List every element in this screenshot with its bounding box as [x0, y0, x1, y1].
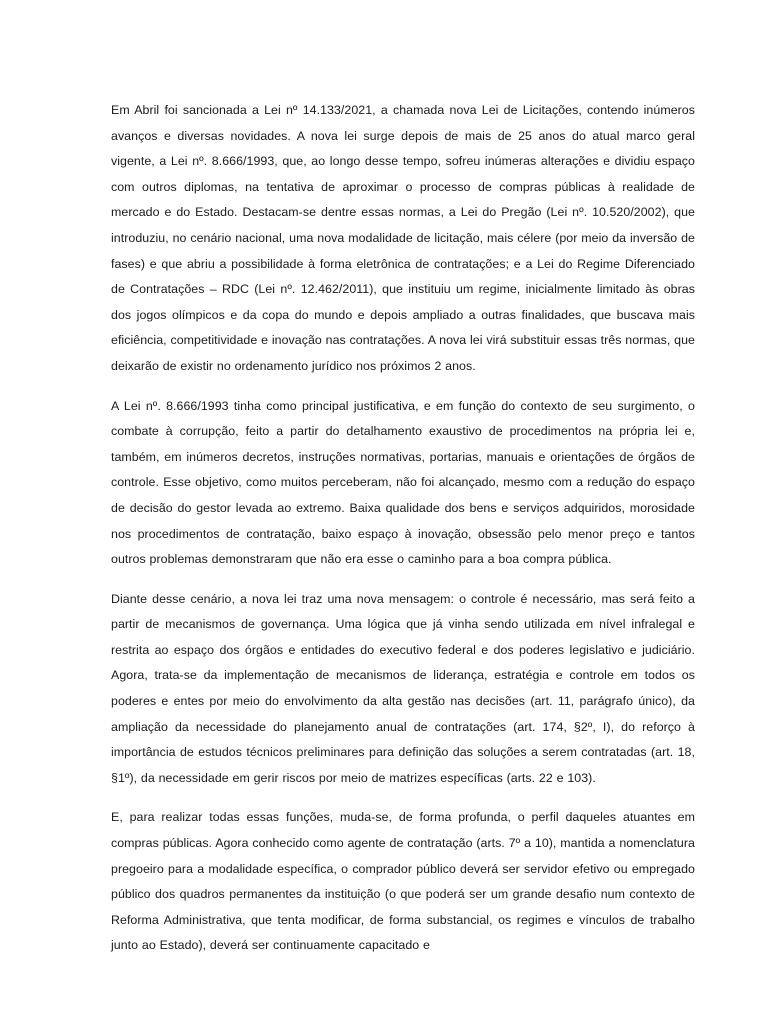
- paragraph-4: E, para realizar todas essas funções, muda-se, de forma profunda, o perfil daqueles atuantes em compras públicas. Agora conhecido como agente de contratação (arts. 7º a 10), mantida a nomenclatura pregoeiro para a modalidade específica, o comprador público deverá ser servidor efetivo ou empregado público dos quadros permanentes da instituição (o que poderá ser um grande desafio num contexto de Reforma Administrativa, que tenta modificar, de forma substancial, os regimes e vínculos de trabalho junto ao Estado), deverá ser continuamente capacitado e: [111, 810, 695, 953]
- paragraph-2: A Lei nº. 8.666/1993 tinha como principal justificativa, e em função do contexto de seu surgimento, o combate à corrupção, feito a partir do detalhamento exaustivo de procedimentos na própria lei e, também, em inúmeros decretos, instruções normativas, portarias, manuais e orientações de órgãos de controle. Esse objetivo, como muitos perceberam, não foi alcançado, mesmo com a redução do espaço de decisão do gestor levada ao extremo. Baixa qualidade dos bens e serviços adquiridos, morosidade nos procedimentos de contratação, baixo espaço à inovação, obsessão pelo menor preço e tantos outros problemas demonstraram que não era esse o caminho para a boa compra pública.: [111, 398, 695, 567]
- document-page: [111, 98, 695, 959]
- paragraph-1: Em Abril foi sancionada a Lei nº 14.133/2021, a chamada nova Lei de Licitações, contendo inúmeros avanços e diversas novidades. A nova lei surge depois de mais de 25 anos do atual marco geral vigente, a Lei nº. 8.666/1993, que, ao longo desse tempo, sofreu inúmeras alterações e dividiu espaço com outros diplomas, na tentativa de aproximar o processo de compras públicas à realidade de mercado e do Estado. Destacam-se dentre essas normas, a Lei do Pregão (Lei nº. 10.520/2002), que introduziu, no cenário nacional, uma nova modalidade de licitação, mais célere (por meio da inversão de fases) e que abriu a possibilidade à forma eletrônica de contratações; e a Lei do Regime Diferenciado de Contratações – RDC (Lei nº. 12.462/2011), que instituiu um regime, inicialmente limitado às obras dos jogos olímpicos e da copa do mundo e depois ampliado a outras finalidades, que buscava mais eficiência, competitividade e inovação nas contratações. A nova lei virá substituir essas três normas, que deixarão de existir no ordenamento jurídico nos próximos 2 anos.: [111, 103, 695, 373]
- paragraph-3: Diante desse cenário, a nova lei traz uma nova mensagem: o controle é necessário, mas será feito a partir de mecanismos de governança. Uma lógica que já vinha sendo utilizada em nível infralegal e restrita ao espaço dos órgãos e entidades do executivo federal e dos poderes legislativo e judiciário. Agora, trata-se da implementação de mecanismos de liderança, estratégia e controle em todos os poderes e entes por meio do envolvimento da alta gestão nas decisões (art. 11, parágrafo único), da ampliação da necessidade do planejamento anual de contratações (art. 174, §2º, I), do reforço à importância de estudos técnicos preliminares para definição das soluções a serem contratadas (art. 18, §1º), da necessidade em gerir riscos por meio de matrizes específicas (arts. 22 e 103).: [111, 591, 695, 785]
